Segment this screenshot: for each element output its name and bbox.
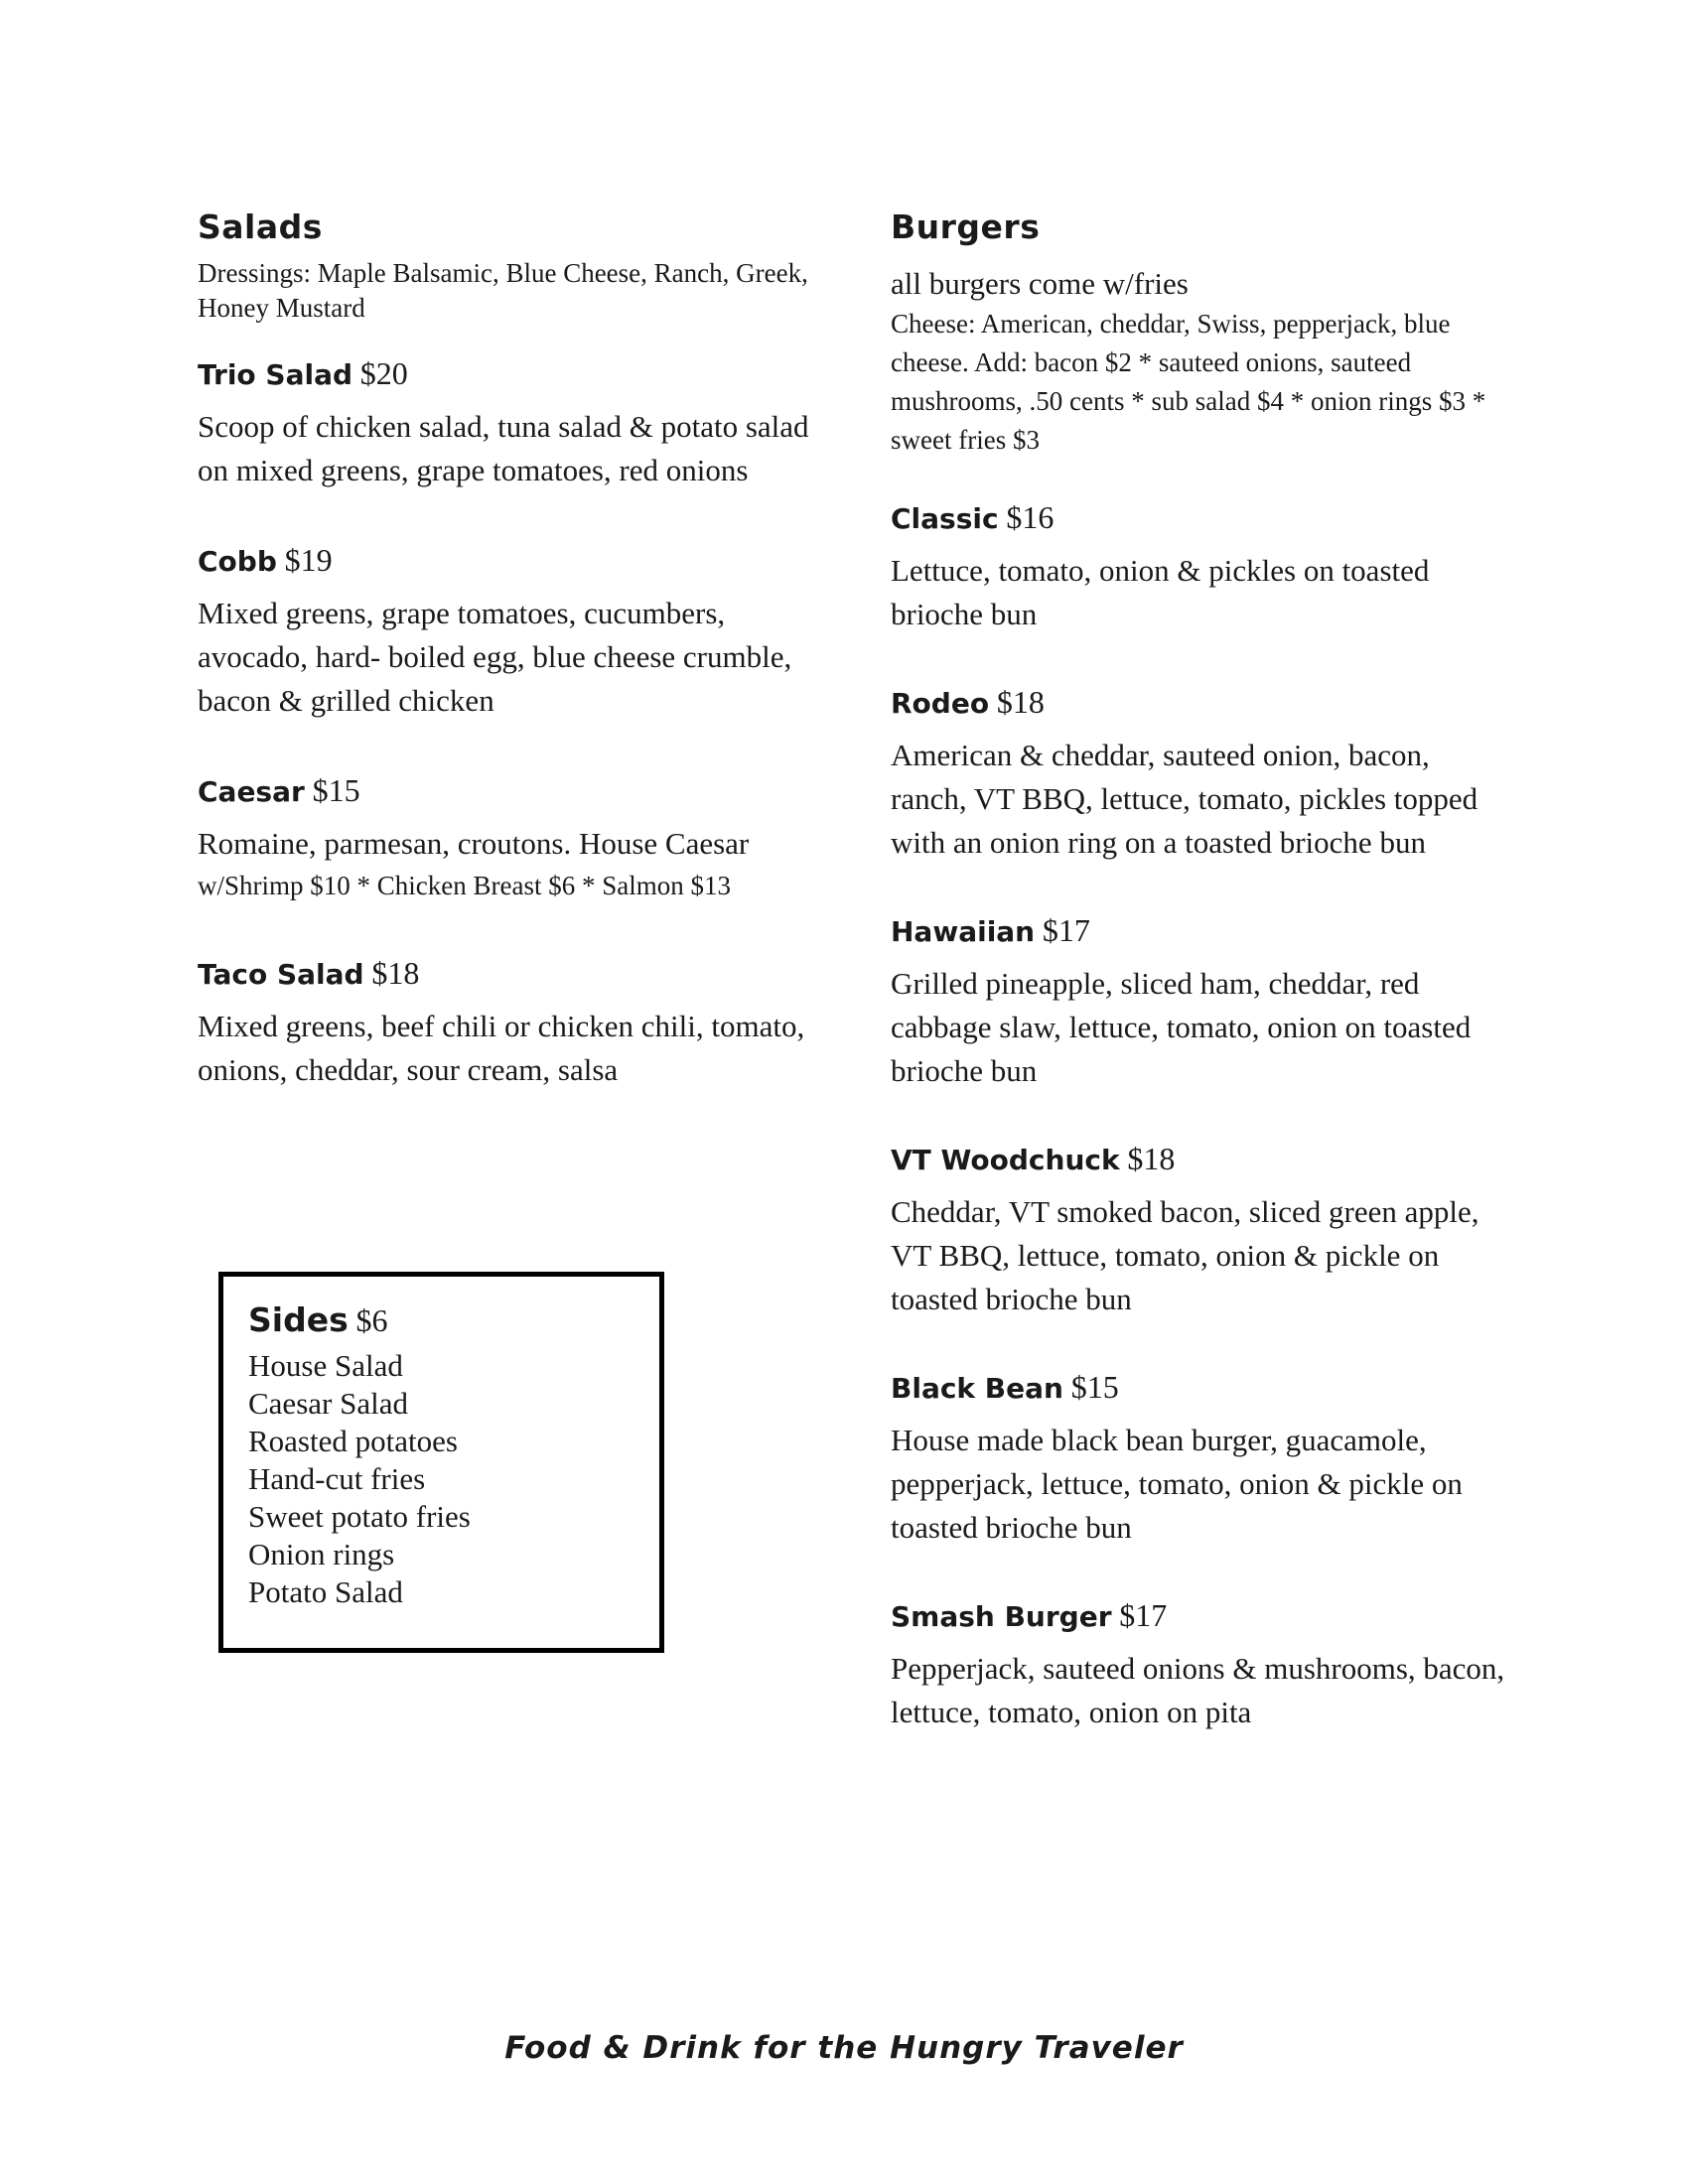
item-header bbox=[891, 910, 1506, 952]
item-name: Classic bbox=[891, 502, 999, 535]
item-name: Caesar bbox=[198, 775, 305, 808]
item-description: Romaine, parmesan, croutons. House Caesar bbox=[198, 826, 750, 861]
item-price: $19 bbox=[284, 542, 333, 578]
burgers-intro: all burgers come w/fries bbox=[891, 266, 1189, 301]
side-item: Sweet potato fries bbox=[248, 1499, 471, 1534]
item-description: Mixed greens, grape tomatoes, cucumbers, avocado, hard- boiled egg, blue cheese crumble, bacon & grilled chicken bbox=[198, 596, 792, 718]
item-price: $20 bbox=[359, 355, 408, 391]
menu-item-vt-woodchuck bbox=[891, 1139, 1506, 1321]
item-description: Pepperjack, sauteed onions & mushrooms, bacon, lettuce, tomato, onion on pita bbox=[891, 1651, 1505, 1729]
menu-item-classic bbox=[891, 497, 1506, 636]
side-item: Onion rings bbox=[248, 1537, 395, 1571]
side-item: Roasted potatoes bbox=[248, 1424, 458, 1458]
item-description: Cheddar, VT smoked bacon, sliced green apple, VT BBQ, lettuce, tomato, onion & pickle on toasted brioche bun bbox=[891, 1194, 1479, 1316]
sides-header bbox=[248, 1297, 659, 1345]
sides-price: $6 bbox=[355, 1302, 388, 1338]
side-item: Caesar Salad bbox=[248, 1386, 408, 1421]
item-header bbox=[198, 953, 813, 995]
item-add-ons: w/Shrimp $10 * Chicken Breast $6 * Salmon $13 bbox=[198, 871, 731, 900]
item-name: Black Bean bbox=[891, 1372, 1063, 1405]
item-header bbox=[198, 353, 813, 395]
menu-item-rodeo bbox=[891, 682, 1506, 865]
sides-title: Sides bbox=[248, 1300, 349, 1339]
item-name: Hawaiian bbox=[891, 915, 1036, 948]
item-price: $17 bbox=[1119, 1597, 1168, 1633]
item-header bbox=[891, 497, 1506, 539]
item-header bbox=[891, 1139, 1506, 1180]
item-description: Mixed greens, beef chili or chicken chili, tomato, onions, cheddar, sour cream, salsa bbox=[198, 1009, 805, 1087]
item-description: American & cheddar, sauteed onion, bacon, ranch, VT BBQ, lettuce, tomato, pickles topped with an onion ring on a toasted brioche bun bbox=[891, 738, 1478, 860]
item-name: VT Woodchuck bbox=[891, 1144, 1120, 1176]
side-item: House Salad bbox=[248, 1348, 403, 1383]
menu-item-black-bean bbox=[891, 1367, 1506, 1550]
burgers-cheese-note: Cheese: American, cheddar, Swiss, pepperjack, blue cheese. Add: bacon $2 * sauteed onions, sauteed mushrooms, .50 cents * sub salad $4 * onion rings $3 * sweet fries $3 bbox=[891, 309, 1486, 455]
item-description: Lettuce, tomato, onion & pickles on toasted brioche bun bbox=[891, 553, 1430, 631]
item-name: Cobb bbox=[198, 545, 277, 578]
sides-box bbox=[218, 1272, 664, 1653]
menu-item-taco-salad bbox=[198, 953, 813, 1092]
item-header bbox=[198, 540, 813, 582]
item-name: Taco Salad bbox=[198, 958, 364, 991]
salads-title: Salads bbox=[198, 207, 323, 246]
salad-dressings-note: Dressings: Maple Balsamic, Blue Cheese, Ranch, Greek, Honey Mustard bbox=[198, 258, 808, 323]
item-price: $17 bbox=[1042, 912, 1090, 948]
item-price: $18 bbox=[996, 684, 1045, 720]
item-description: Grilled pineapple, sliced ham, cheddar, red cabbage slaw, lettuce, tomato, onion on toasted brioche bun bbox=[891, 966, 1472, 1088]
item-header bbox=[198, 770, 813, 812]
menu-item-hawaiian bbox=[891, 910, 1506, 1093]
item-name: Rodeo bbox=[891, 687, 990, 720]
menu-item-smash-burger bbox=[891, 1595, 1506, 1734]
side-item: Potato Salad bbox=[248, 1574, 403, 1609]
item-price: $16 bbox=[1006, 499, 1055, 535]
menu-item-cobb bbox=[198, 540, 813, 723]
item-header bbox=[891, 682, 1506, 724]
menu-item-trio-salad bbox=[198, 353, 813, 492]
item-name: Trio Salad bbox=[198, 358, 353, 391]
item-header bbox=[891, 1595, 1506, 1637]
item-price: $15 bbox=[1070, 1369, 1119, 1405]
item-price: $15 bbox=[312, 772, 360, 808]
item-price: $18 bbox=[1127, 1141, 1176, 1176]
footer-tagline: Food & Drink for the Hungry Traveler bbox=[504, 2030, 1184, 2066]
salads-section bbox=[198, 204, 813, 1092]
item-header bbox=[891, 1367, 1506, 1409]
burgers-title: Burgers bbox=[891, 207, 1041, 246]
item-description: Scoop of chicken salad, tuna salad & potato salad on mixed greens, grape tomatoes, red onions bbox=[198, 409, 809, 487]
item-price: $18 bbox=[371, 955, 420, 991]
item-description: House made black bean burger, guacamole, pepperjack, lettuce, tomato, onion & pickle on toasted brioche bun bbox=[891, 1423, 1463, 1545]
item-name: Smash Burger bbox=[891, 1600, 1112, 1633]
side-item: Hand-cut fries bbox=[248, 1461, 426, 1496]
menu-item-caesar bbox=[198, 770, 813, 905]
sides-list bbox=[248, 1347, 659, 1611]
burgers-section bbox=[891, 204, 1506, 1734]
